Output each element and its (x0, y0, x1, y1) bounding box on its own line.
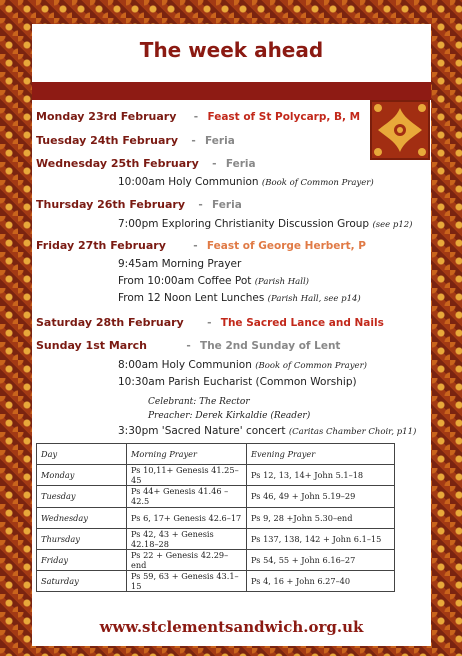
day-label: Tuesday 24th February (36, 134, 178, 147)
morning-cell: Ps 59, 63 + Genesis 43.1–15 (127, 571, 247, 592)
page-title: The week ahead (139, 38, 324, 62)
morning-cell: Ps 10,11+ Genesis 41.25–45 (127, 465, 247, 486)
day-label: Thursday 26th February (36, 198, 185, 211)
readings-table (36, 443, 395, 592)
feast-label: Feast of St Polycarp, B, M (207, 111, 361, 123)
service-line (118, 359, 367, 371)
morning-cell: Ps 22 + Genesis 42.29–end (127, 549, 247, 570)
separator: - (198, 199, 203, 211)
website-link[interactable]: www.stclementsandwich.org.uk (99, 618, 364, 636)
table-row (37, 486, 395, 507)
service-line (118, 275, 309, 287)
separator: - (186, 340, 191, 352)
preacher-text: Preacher: Derek Kirkaldie (Reader) (148, 411, 311, 421)
day-cell: Monday (37, 465, 127, 486)
celebrant-text: Celebrant: The Rector (148, 397, 250, 407)
saturday-entry (36, 316, 384, 329)
morning-cell: Ps 42, 43 + Genesis 42.18–28 (127, 528, 247, 549)
service-note: (Parish Hall) (254, 277, 309, 287)
service-line (118, 258, 241, 270)
service-text: From 12 Noon Lent Lunches (118, 292, 265, 304)
separator: - (212, 158, 217, 170)
separator: - (193, 240, 198, 252)
day-label: Friday 27th February (36, 239, 166, 252)
table-row (37, 549, 395, 570)
evening-cell: Ps 12, 13, 14+ John 5.1–18 (247, 465, 395, 486)
service-note: (Parish Hall, see p14) (267, 294, 361, 304)
table-row (37, 528, 395, 549)
day-label: Saturday 28th February (36, 316, 184, 329)
separator: - (207, 317, 212, 329)
day-cell: Saturday (37, 571, 127, 592)
thursday-entry (36, 198, 242, 211)
service-note: (Book of Common Prayer) (255, 361, 367, 371)
separator: - (193, 111, 199, 123)
service-text: 8:00am Holy Communion (118, 359, 252, 371)
service-note: (Caritas Chamber Choir, p11) (288, 427, 417, 437)
service-line (118, 176, 374, 188)
separator: - (191, 135, 196, 147)
feast-label: Feast of George Herbert, P (206, 240, 366, 252)
day-cell: Tuesday (37, 486, 127, 507)
service-line (118, 425, 416, 437)
day-label: Wednesday 25th February (36, 157, 199, 170)
service-text: 10:00am Holy Communion (118, 176, 259, 188)
service-text: 10:30am Parish Eucharist (Common Worship) (118, 376, 357, 388)
table-row (37, 571, 395, 592)
table-row (37, 507, 395, 528)
day-cell: Thursday (37, 528, 127, 549)
service-text: 7:00pm Exploring Christianity Discussion Group (118, 218, 370, 230)
sunday-entry (36, 339, 340, 352)
header-cell: Morning Prayer (127, 444, 247, 465)
service-line (118, 376, 357, 388)
day-cell: Wednesday (37, 507, 127, 528)
morning-cell: Ps 6, 17+ Genesis 42.6–17 (127, 507, 247, 528)
table-header-row (37, 444, 395, 465)
bulletin-panel (32, 24, 431, 646)
day-label: Monday 23rd February (36, 110, 177, 123)
day-label: Sunday 1st March (36, 339, 147, 352)
service-text: 3:30pm 'Sacred Nature' concert (118, 425, 286, 437)
morning-cell: Ps 44+ Genesis 41.46 – 42.5 (127, 486, 247, 507)
service-note: (Book of Common Prayer) (261, 178, 374, 188)
celebrant-line (148, 395, 250, 407)
ornament-tile-icon (370, 100, 430, 160)
day-cell: Friday (37, 549, 127, 570)
feast-label: The Sacred Lance and Nails (220, 317, 384, 329)
feast-label: The 2nd Sunday of Lent (200, 340, 341, 352)
evening-cell: Ps 9, 28 +John 5.30–end (247, 507, 395, 528)
wednesday-entry (36, 157, 256, 170)
header-cell: Evening Prayer (247, 444, 395, 465)
friday-entry (36, 239, 366, 252)
feast-label: Feria (212, 199, 242, 211)
service-note: (see p12) (372, 220, 413, 230)
table-row (37, 465, 395, 486)
service-text: 9:45am Morning Prayer (118, 258, 242, 270)
monday-entry (36, 110, 360, 123)
evening-cell: Ps 54, 55 + John 6.16–27 (247, 549, 395, 570)
feast-label: Feria (225, 158, 256, 170)
header-cell: Day (37, 444, 127, 465)
service-text: From 10:00am Coffee Pot (118, 275, 252, 287)
tuesday-entry (36, 134, 235, 147)
evening-cell: Ps 137, 138, 142 + John 6.1–15 (247, 528, 395, 549)
preacher-line (148, 409, 310, 421)
feast-label: Feria (205, 135, 235, 147)
service-line (118, 218, 412, 230)
service-line (118, 292, 361, 304)
evening-cell: Ps 46, 49 + John 5.19–29 (247, 486, 395, 507)
evening-cell: Ps 4, 16 + John 6.27–40 (247, 571, 395, 592)
header-band (32, 82, 431, 100)
